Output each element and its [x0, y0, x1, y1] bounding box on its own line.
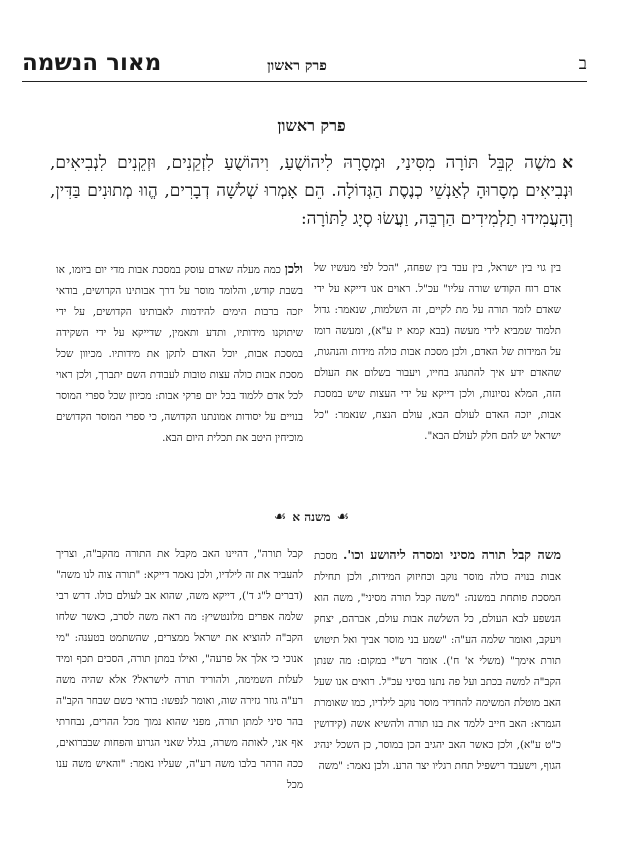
commentary-left-column: קבל תורה", דהיינו האב מקבל את התורה מהקב"ה, וצריך להעביר את זה לילדיו, ולכן נאמר דייקא: "תורה צוה לנו משה" (דברים ל"ג ד'), דייקא משה, שהוא אב לעולם כולו. דרש רבי שלמה אפרים מלונטשיץ: מה ראה משה לסרב, כאשר שלחו הקב"ה להוציא את ישראל ממצרים, שהשתמט בטענה: "מי אנוכי כי אלך אל פרעה", ואילו במתן תורה, הסכים תכף ומיד לעלות השמימה, ולהוריד תורה לישראל? אלא שהיה משה רע"ה גוזר גזירה שוה, ואומר לנפשו: בודאי כשם שבחר הקב"ה בהר סיני למתן תורה, מפני שהוא נמוך מכל ההרים, נבחרתי אף אני, לאותה משרה, בגלל שאני הגרוע והפחות שבברואים, ככה הרהר בלבו משה רע"ה, שעליו נאמר: "והאיש משה ענו מכל [56, 548, 303, 791]
page-number: ב [578, 54, 587, 74]
intro-left-column [56, 258, 303, 449]
intro-right-column: בין גוי בין ישראל, בין עבד בין שפחה, "הכל לפי מעשיו של אדם רוח הקודש שורה עליו" עכ"ל. ראוים אנו דייקא על ידי שאדם לומד תורה על מת לקיים, זה השלמות, שנאמר: גדול תלמוד שמביא לידי מעשה (בבא קמא יז ע"א), ומעשה רומז על המידות של האדם, ולכן מסכת אבות כולה מידות והנהגות, שהאדם ידע איך להתנהג בחייו, ויעבור בשלום את העולם הזה, המלא נסיונות, ולכן דייקא על ידי העצות שיש במסכת אבות, יזכה האדם לעולם הבא, עולם הנצח, שנאמר: "כל ישראל יש להם חלק לעולם הבא". [314, 262, 561, 442]
ornament-right-icon: ☙ [336, 509, 350, 525]
mishnah-body: משֶׁה קִבֵּל תּוֹרָה מִסִּינַי, וּמְסָרָהּ לִיהוֹשֻׁעַ, וִיהוֹשֻׁעַ לִזְקֵנִים, וּזְקֵנִים לִנְבִיאִים, וּנְבִיאִים מְסָרוּהָ לְאַנְשֵׁי כְנֶסֶת הַגְּדוֹלָה. הֵם אָמְרוּ שְׁלשָׁה דְבָרִים, הֱווּ מְתוּנִים בַּדִּין, וְהַעֲמִידוּ תַלְמִידִים הַרְבֵּה, וַעֲשׂוּ סְיָג לַתּוֹרָה: [50, 153, 573, 229]
header-rule [22, 81, 587, 82]
intro-left-body: כמה מעלה שאדם עוסק במסכת אבות מדי יום ביומו, או בשבת קודש, והלומד מוסר על דרך אבותינו הקדושים, בודאי יזכה ברבות הימים להידמות לאבותינו הקדושים, על ידי שיתוקנו מידותיו, ותדע ותאמין, שדייקא על ידי השקידה במסכת אבות, יוכל האדם לתקן את מידותיו. מכיוון שכל מסכת אבות כולה עצות טובות לעבודת השם יתברך, ולכן ראוי לכל אדם ללמוד בכל יום פרקי אבות: מכיוון שכל ספרי המוסר בנויים על יסודות אמונתנו הקדושה, כי ספרי המוסר הקדושים מוכיחין היטב את תכלית היום הבא. [56, 264, 303, 444]
section-heading [0, 509, 623, 525]
header-chapter: פרק ראשון [267, 58, 327, 74]
intro-left-lead: ולכן [284, 261, 303, 276]
mishnah-marker: א [562, 153, 573, 173]
commentary-right-body: מסכת אבות בנויה כולה מוסר נוקב וכחיזוק המידות, ולכן תחילת המסכת פותחת במשנה: "משה קבל תורה מסיני", משה הוא הנשפע לבא העולם, כל השלשה אבות עולם, אברהם, יצחק ויעקב, ואומר שלמה הע"ה: "שמע בני מוסר אביך ואל תיטוש תורת אימך" (משלי א' ח'). אומר רש"י במקום: מה שנתן הקב"ה למשה בכתב ועל פה נתנו בסיני עכ"ל. רואים אנו שעל האב מוטלת המשימה להחדיר מוסר נוקב לילדיו, כמו שאומרת הגמרא: האב חייב ללמד את בנו תורה ולהשיא אשה (קידושין כ"ט ע"א), ולכן כאשר האב יהגיב הכן במוסר, כן השכל ינהיג הגוף, וישעבד רישפיל תחת רגליו יצר הרע. ולכן נאמר: "משה [314, 550, 561, 772]
book-title: מאור הנשמה [22, 50, 162, 76]
running-header [22, 50, 587, 86]
section-heading-text: משנה א [292, 510, 331, 524]
commentary-lead: משה קבל תורה מסיני ומסרה ליהושע וכו'. [343, 547, 561, 562]
chapter-heading: פרק ראשון [277, 116, 346, 135]
commentary-right-column [314, 544, 561, 777]
ornament-left-icon: ☙ [273, 509, 287, 525]
mishnah-text [50, 149, 573, 233]
